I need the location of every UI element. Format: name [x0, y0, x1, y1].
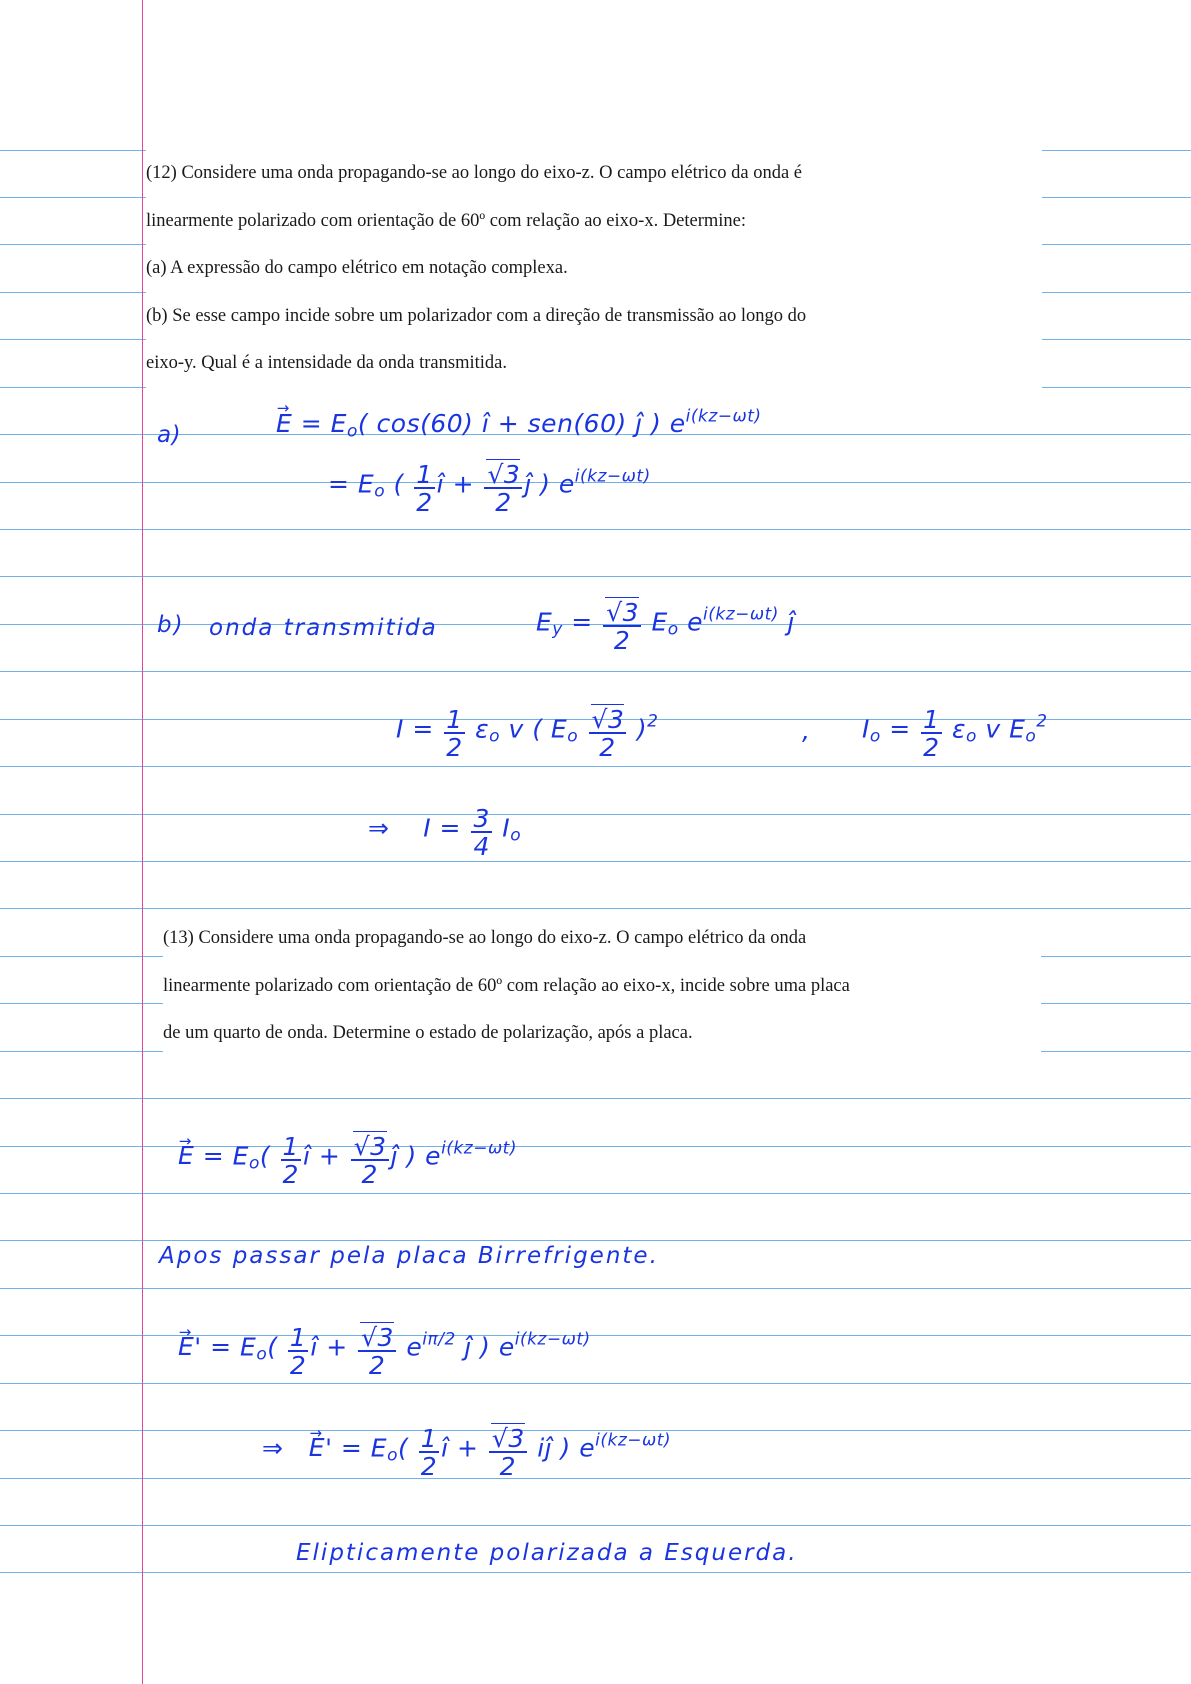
problem-12-line: (12) Considere uma onda propagando-se ao longo do eixo-z. O campo elétrico da onda é: [146, 163, 803, 183]
ruled-line: [0, 814, 1191, 815]
equation-13-result: ⇒ → $E' = E_o$( $\frac{1}{2}$ î + $\frac{√3}{2}$ iĵ ) $e^{i(kz-\omega t)}$: [262, 1426, 671, 1479]
problem-13-line: (13) Considere uma onda propagando-se ao longo do eixo-z. O campo elétrico da onda: [163, 928, 807, 948]
ruled-line: [0, 1240, 1191, 1241]
equation-13-field: → $E = E_o$( $\frac{1}{2}$ î + $\frac{√3}{2}$ ĵ ) $e^{i(kz-\omega t)}$: [178, 1134, 517, 1187]
problem-13-statement: [163, 915, 1041, 1058]
ruled-line: [0, 671, 1191, 672]
problem-12-part-b: eixo-y. Qual é a intensidade da onda transmitida.: [146, 353, 507, 373]
problem-13-line: linearmente polarizado com orientação de 60º com relação ao eixo-x, incide sobre uma placa: [163, 975, 850, 996]
apos-placa-text: Apos passar pela placa Birrefrigente.: [159, 1243, 659, 1269]
equation-b-comma: ,: [802, 716, 811, 745]
ruled-line: [0, 861, 1191, 862]
answer-b-label: b): [157, 612, 185, 638]
ruled-line: [0, 1193, 1191, 1194]
problem-12-part-a: (a) A expressão do campo elétrico em notação complexa.: [146, 258, 568, 278]
ruled-line: [0, 1572, 1191, 1573]
problem-12-line: linearmente polarizado com orientação de 60º com relação ao eixo-x. Determine:: [146, 210, 747, 231]
problem-13-line: de um quarto de onda. Determine o estado de polarização, após a placa.: [163, 1023, 693, 1043]
equation-a-line-1: → $E = E_o$( cos(60) î + sen(60) ĵ ) $e^{i(kz-\omega t)}$: [276, 409, 762, 438]
equation-b-intensity: I = $\frac{1}{2}$ $\varepsilon_o$ v ( $E_o$ $\frac{√3}{2}$ )$^2$: [396, 705, 659, 762]
ruled-line: [0, 1098, 1191, 1099]
equation-b-result: ⇒ I = $\frac{3}{4}$ $I_o$: [368, 804, 522, 861]
equation-b-intensity-zero: $I_o$ = $\frac{1}{2}$ $\varepsilon_o$ v $E_o^2$: [862, 705, 1048, 762]
conclusion-text: Elipticamente polarizada a Esquerda.: [296, 1540, 798, 1566]
answer-a-label: a): [157, 422, 182, 448]
ruled-line: [0, 576, 1191, 577]
problem-12-part-b: (b) Se esse campo incide sobre um polarizador com a direção de transmissão ao longo do: [146, 305, 807, 326]
ruled-line: [0, 529, 1191, 530]
equation-13-after-plate: → $E' = E_o$( $\frac{1}{2}$ î + $\frac{√3}{2}$ $e^{i\pi/2}$ ĵ ) $e^{i(kz-\omega t)}$: [178, 1325, 591, 1378]
problem-12-statement: [146, 150, 1042, 388]
equation-a-line-2: = $E_o$ ( $\frac{1}{2}$ î + $\frac{√3}{2}$ ĵ ) $e^{i(kz-\omega t)}$: [328, 460, 651, 517]
ruled-line: [0, 908, 1191, 909]
margin-line: [142, 0, 143, 1684]
ruled-line: [0, 1383, 1191, 1384]
ruled-line: [0, 766, 1191, 767]
equation-b-field: $E_y$ = $\frac{√3}{2}$ $E_o$ $e^{i(kz-\omega t)}$ ĵ: [536, 598, 795, 655]
ruled-line: [0, 1288, 1191, 1289]
onda-transmitida-text: onda transmitida: [209, 615, 438, 641]
ruled-line: [0, 1525, 1191, 1526]
